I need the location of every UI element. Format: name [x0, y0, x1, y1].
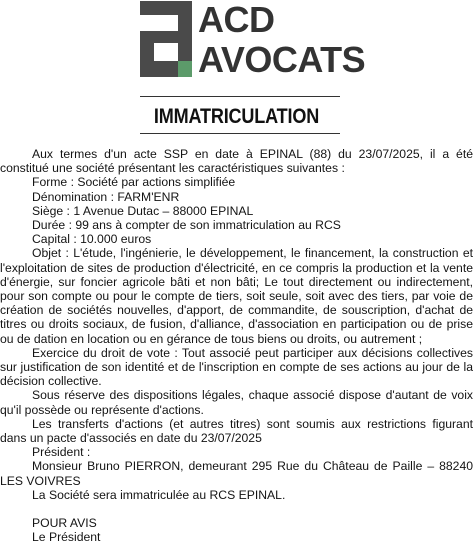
objet-paragraph: Objet : L'étude, l'ingénierie, le développement, le financement, la construction et l'exploitation de sites de production d'électricité, en ce compris la production et la vente d'énergie, sur foncier agricole bâti et non bâti; Le tout directement ou indirectement, pour son compte ou pour le compte de tiers, soit seule, soit avec des tiers, par voie de création de sociétés nouvelles, d'apport, de commandite, de souscription, d'achat de titres ou droits sociaux, de fusion, d'alliance, d'association en participation ou de prise ou de dation en location ou en gérance de tous biens ou droits, ou autrement ; — [0, 246, 473, 346]
immatriculation-line: La Société sera immatriculée au RCS EPINAL. — [32, 487, 286, 502]
pour-avis-line: POUR AVIS — [32, 516, 97, 531]
spacer — [0, 502, 473, 516]
duree-line: Durée : 99 ans à compter de son immatriculation au RCS — [32, 218, 341, 233]
acd-avocats-logo — [140, 0, 366, 89]
headline: IMMATRICULATION — [153, 105, 320, 128]
siege-line: Siège : 1 Avenue Dutac – 88000 EPINAL — [32, 203, 254, 218]
logo-wordmark-avocats: AVOCATS — [198, 39, 366, 80]
notice-body — [0, 147, 473, 544]
headline-top-rule — [140, 96, 340, 97]
intro-paragraph: Aux termes d'un acte SSP en date à EPINAL (88) du 23/07/2025, il a été constitué une société présentant les caractéristiques suivantes : — [0, 147, 473, 176]
transferts-paragraph: Les transferts d'actions (et autres titres) sont soumis aux restrictions figurant dans un pacte d'associés en date du 23/07/2025 — [0, 416, 473, 446]
president-paragraph: Monsieur Bruno PIERRON, demeurant 295 Rue du Château de Paille – 88240 LES VOIVRES — [0, 459, 473, 488]
logo-mark-icon — [140, 1, 192, 77]
signatory-line: Le Président — [32, 530, 101, 545]
vote-paragraph: Exercice du droit de vote : Tout associé peut participer aux décisions collectives sur justification de son identité et de l'inscription en compte de ses actions au jour de la décision collective. — [0, 345, 473, 389]
voix-paragraph: Sous réserve des dispositions légales, chaque associé dispose d'autant de voix qu'il possède ou représente d'actions. — [0, 388, 473, 417]
denomination-line: Dénomination : FARM'ENR — [32, 189, 180, 204]
forme-line: Forme : Société par actions simplifiée — [32, 175, 236, 190]
capital-line: Capital : 10.000 euros — [32, 232, 152, 247]
president-label: Président : — [32, 445, 91, 460]
headline-bottom-rule — [140, 133, 340, 134]
logo-wordmark-acd: ACD — [198, 0, 275, 40]
